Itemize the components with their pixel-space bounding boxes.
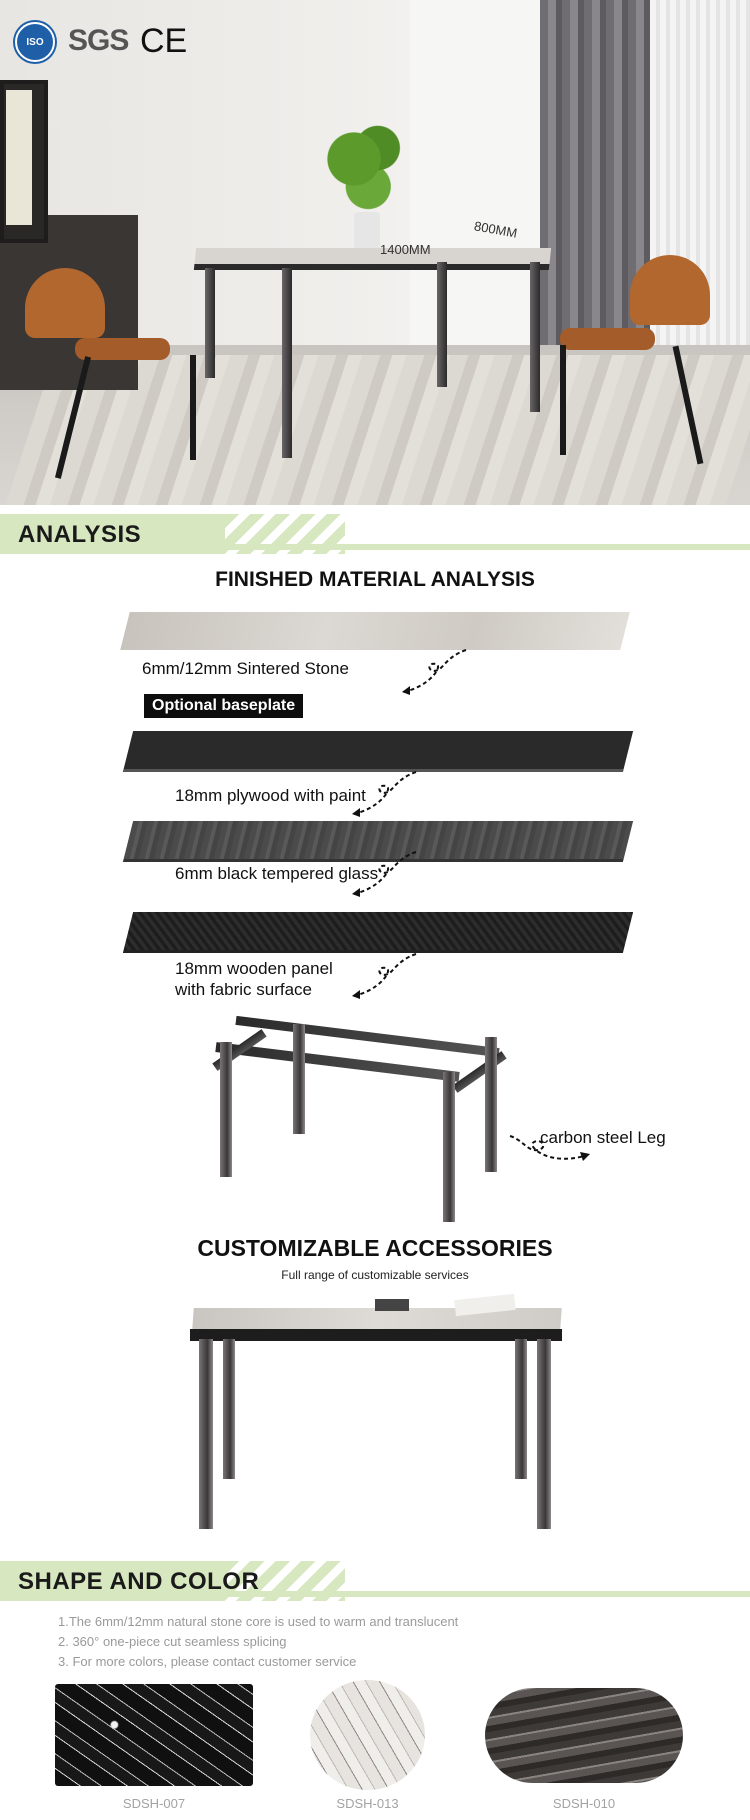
optional-baseplate-badge: Optional baseplate <box>144 694 303 718</box>
table-leg <box>530 262 540 412</box>
swatch-code: SDSH-013 <box>336 1796 399 1811</box>
wooden-panel-label: 18mm wooden panel with fabric surface <box>175 959 333 999</box>
accessories-subheading: Full range of customizable services <box>281 1268 469 1282</box>
dimension-length-label: 1400MM <box>380 242 431 257</box>
sintered-stone-slab <box>120 612 629 650</box>
chair-right-back <box>630 255 710 325</box>
chair-leg <box>560 345 566 455</box>
plywood-label: 18mm plywood with paint <box>175 786 366 805</box>
carbon-steel-leg-label: carbon steel Leg <box>540 1128 666 1147</box>
steel-frame <box>215 1012 505 1222</box>
wooden-panel-slab <box>123 912 633 953</box>
wall-frame-art <box>6 90 32 225</box>
shape-color-points <box>58 1612 458 1672</box>
swatch-sdsh-007 <box>55 1684 253 1786</box>
table-leg <box>282 268 292 458</box>
chair-left-back <box>25 268 105 338</box>
curly-arrow-icon <box>348 952 418 1000</box>
wall-panel <box>410 0 540 345</box>
plant <box>316 115 411 225</box>
shape-color-title: SHAPE AND COLOR <box>18 1568 260 1595</box>
material-analysis-heading: FINISHED MATERIAL ANALYSIS <box>215 568 535 591</box>
tempered-glass-label: 6mm black tempered glass <box>175 864 379 883</box>
dimension-width-label: 800MM <box>473 218 519 241</box>
plywood-slab <box>123 731 633 772</box>
iso-logo: ISO <box>15 22 55 62</box>
point-item: 3. For more colors, please contact customer service <box>58 1654 357 1669</box>
swatch-code: SDSH-007 <box>122 1796 186 1811</box>
point-item: 2. 360° one-piece cut seamless splicing <box>58 1634 287 1649</box>
chair-leg <box>190 355 196 460</box>
chair-right-seat <box>560 328 655 350</box>
ce-logo: CE <box>140 22 188 60</box>
product-table-photo <box>185 1305 565 1535</box>
swatch-code: SDSH-010 <box>552 1796 616 1811</box>
shape-color-section-bar <box>0 1561 750 1601</box>
sgs-logo: SGS <box>68 24 129 57</box>
swatch-sdsh-013 <box>310 1680 425 1790</box>
sintered-stone-label: 6mm/12mm Sintered Stone <box>142 659 349 678</box>
hero-photo <box>0 0 750 505</box>
curly-arrow-icon <box>398 648 468 696</box>
curly-arrow-icon <box>348 850 418 898</box>
point-item: 1.The 6mm/12mm natural stone core is used to warm and translucent <box>58 1614 459 1629</box>
table-leg <box>437 262 447 387</box>
swatch-sdsh-010 <box>485 1688 683 1783</box>
vase <box>354 212 380 252</box>
table-leg <box>205 268 215 378</box>
analysis-section-bar <box>0 514 750 554</box>
sheer-curtain <box>650 0 750 400</box>
accessories-heading: CUSTOMIZABLE ACCESSORIES <box>197 1235 553 1261</box>
table-top <box>194 248 551 270</box>
curly-arrow-icon <box>348 770 418 818</box>
analysis-title: ANALYSIS <box>18 521 142 548</box>
